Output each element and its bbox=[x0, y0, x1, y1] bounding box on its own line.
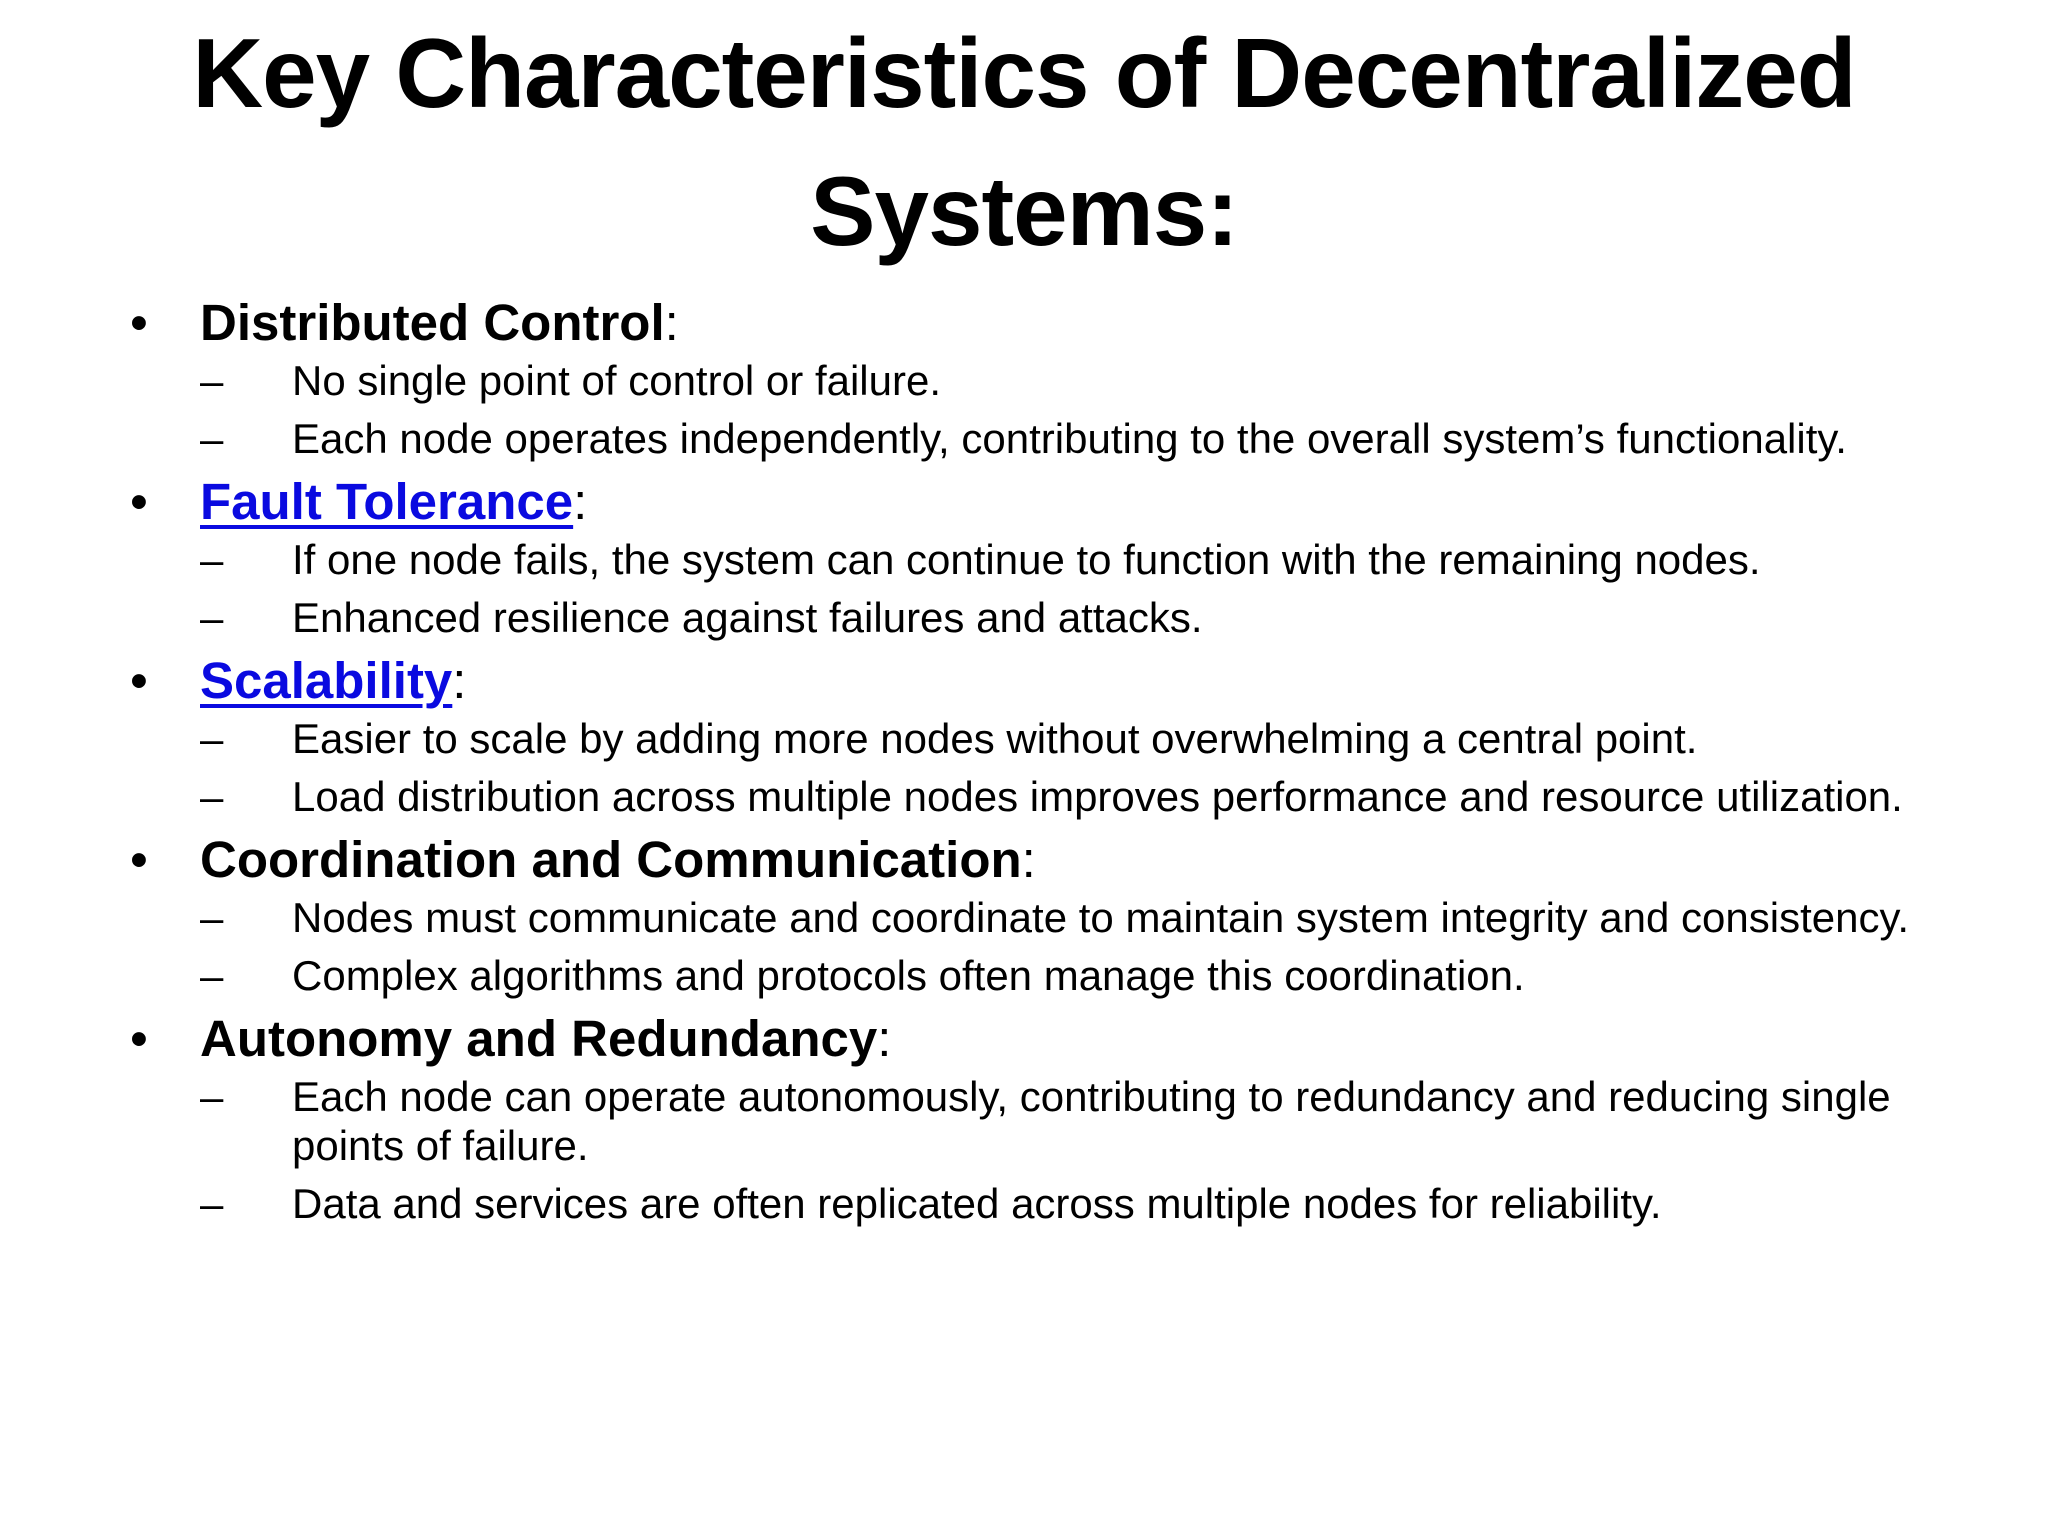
sub-item-text: Each node can operate autonomously, contributing to redundancy and reducing single points of failure. bbox=[292, 1073, 1891, 1169]
sub-item bbox=[200, 714, 1960, 763]
sub-item bbox=[200, 1072, 1960, 1170]
bullet-dot: • bbox=[130, 1010, 148, 1067]
sub-item-text: Nodes must communicate and coordinate to maintain system integrity and consistency. bbox=[292, 894, 1909, 941]
bullet-heading-colon: : bbox=[1021, 831, 1036, 888]
bullet-item bbox=[130, 292, 1960, 463]
bullet-dot: • bbox=[130, 831, 148, 888]
sub-dash: – bbox=[200, 715, 224, 762]
sub-item-text: Each node operates independently, contributing to the overall system’s functionality. bbox=[292, 415, 1847, 462]
sub-dash: – bbox=[200, 1180, 224, 1227]
sub-dash: – bbox=[200, 594, 224, 641]
sub-dash: – bbox=[200, 536, 224, 583]
sub-item-text: Enhanced resilience against failures and attacks. bbox=[292, 594, 1203, 641]
bullet-heading-link[interactable]: Fault Tolerance bbox=[200, 473, 574, 530]
sub-list bbox=[200, 356, 1960, 463]
sub-list bbox=[200, 1072, 1960, 1228]
sub-item bbox=[200, 414, 1960, 463]
bullet-heading-colon: : bbox=[664, 294, 679, 351]
bullet-item bbox=[130, 829, 1960, 1000]
sub-item bbox=[200, 951, 1960, 1000]
sub-item-text: Load distribution across multiple nodes improves performance and resource utilization. bbox=[292, 773, 1903, 820]
bullet-heading: Distributed Control bbox=[200, 294, 665, 351]
sub-dash: – bbox=[200, 894, 224, 941]
bullet-list bbox=[130, 292, 1960, 1228]
bullet-item bbox=[130, 471, 1960, 642]
sub-item-text: Complex algorithms and protocols often manage this coordination. bbox=[292, 952, 1525, 999]
bullet-heading: Autonomy and Redundancy bbox=[200, 1010, 878, 1067]
sub-list bbox=[200, 535, 1960, 642]
sub-dash: – bbox=[200, 773, 224, 820]
sub-dash: – bbox=[200, 357, 224, 404]
bullet-heading-colon: : bbox=[877, 1010, 892, 1067]
sub-dash: – bbox=[200, 952, 224, 999]
bullet-dot: • bbox=[130, 473, 148, 530]
slide-title: Key Characteristics of Decentralized Systems: bbox=[192, 18, 1856, 266]
sub-item-text: Data and services are often replicated across multiple nodes for reliability. bbox=[292, 1180, 1662, 1227]
sub-item bbox=[200, 535, 1960, 584]
bullet-dot: • bbox=[130, 294, 148, 351]
bullet-dot: • bbox=[130, 652, 148, 709]
sub-item bbox=[200, 356, 1960, 405]
sub-list bbox=[200, 714, 1960, 821]
bullet-item bbox=[130, 650, 1960, 821]
sub-item-text: Easier to scale by adding more nodes without overwhelming a central point. bbox=[292, 715, 1698, 762]
sub-dash: – bbox=[200, 415, 224, 462]
bullet-heading: Coordination and Communication bbox=[200, 831, 1022, 888]
sub-item bbox=[200, 593, 1960, 642]
sub-item bbox=[200, 893, 1960, 942]
bullet-heading-link[interactable]: Scalability bbox=[200, 652, 453, 709]
sub-list bbox=[200, 893, 1960, 1000]
sub-dash: – bbox=[200, 1073, 224, 1120]
bullet-heading-colon: : bbox=[452, 652, 467, 709]
sub-item-text: No single point of control or failure. bbox=[292, 357, 942, 404]
sub-item-text: If one node fails, the system can continue to function with the remaining nodes. bbox=[292, 536, 1761, 583]
sub-item bbox=[200, 1179, 1960, 1228]
sub-item bbox=[200, 772, 1960, 821]
bullet-heading-colon: : bbox=[573, 473, 588, 530]
bullet-item bbox=[130, 1008, 1960, 1228]
